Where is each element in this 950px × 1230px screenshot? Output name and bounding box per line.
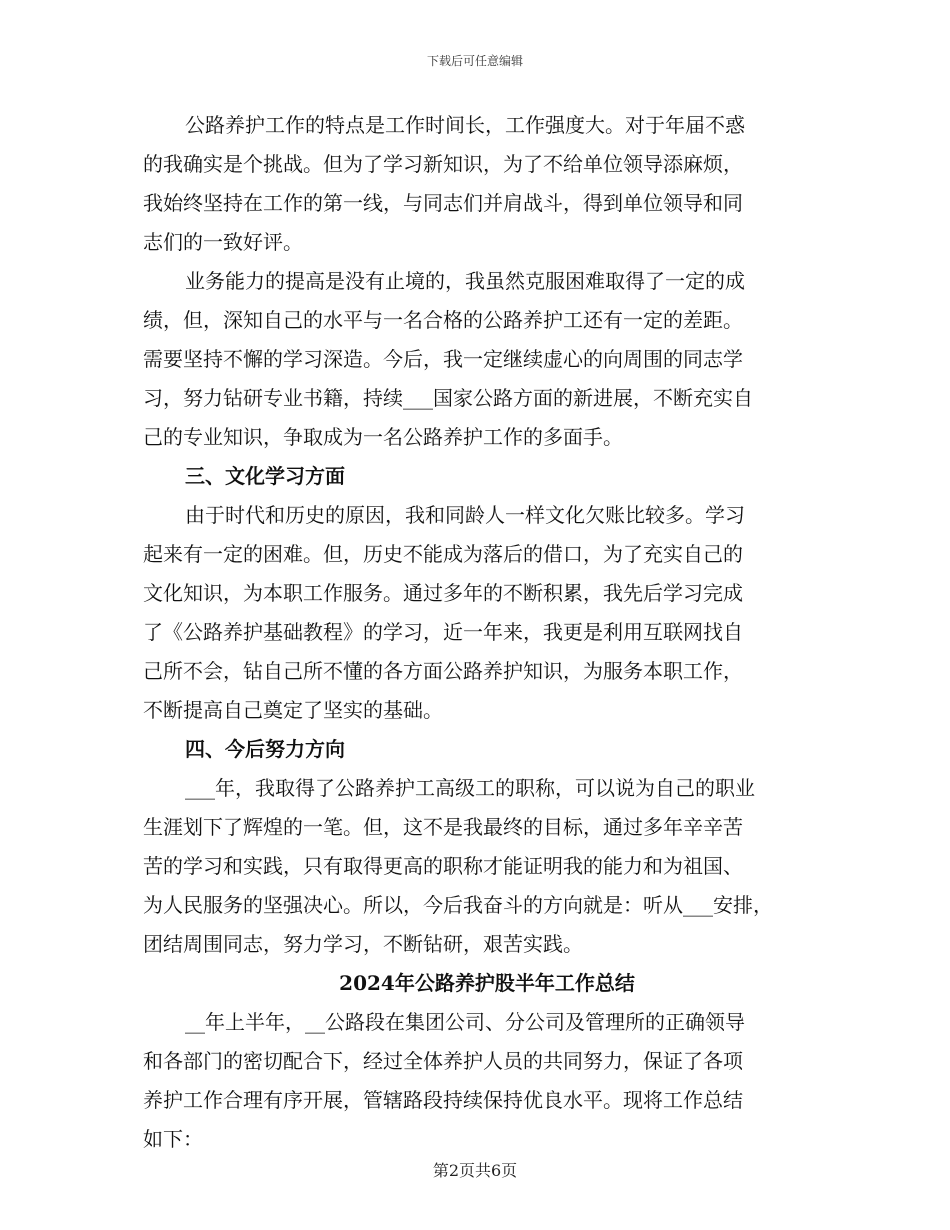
document-body	[143, 106, 811, 1159]
paragraph-line: 己的专业知识，争取成为一名公路养护工作的多面手。	[143, 425, 623, 449]
paragraph-line: 团结周围同志，努力学习，不断钻研，艰苦实践。	[143, 932, 583, 956]
document-title: 2024年公路养护股半年工作总结	[339, 971, 635, 995]
paragraph-line: 和各部门的密切配合下，经过全体养护人员的共同努力，保证了各项	[143, 1049, 743, 1073]
paragraph-line: 文化知识，为本职工作服务。通过多年的不断积累，我先后学习完成	[143, 581, 743, 605]
section-heading-culture-study: 三、文化学习方面	[185, 464, 345, 488]
paragraph-line: 如下：	[143, 1127, 203, 1151]
paragraph-line: 养护工作合理有序开展，管辖路段持续保持优良水平。现将工作总结	[143, 1088, 743, 1112]
paragraph-line: 需要坚持不懈的学习深造。今后，我一定继续虚心的向周围的同志学	[143, 347, 743, 371]
paragraph-line: 公路养护工作的特点是工作时间长，工作强度大。对于年届不惑	[185, 113, 745, 137]
paragraph-line: 习，努力钻研专业书籍，持续___国家公路方面的新进展，不断充实自	[143, 386, 753, 410]
paragraph-line: ___年，我取得了公路养护工高级工的职称，可以说为自己的职业	[185, 776, 755, 800]
paragraph-line: 了《公路养护基础教程》的学习，近一年来，我更是利用互联网找自	[143, 620, 743, 644]
paragraph-line: 志们的一致好评。	[143, 230, 303, 254]
page-number-footer: 第2页共6页	[432, 1161, 518, 1180]
paragraph-line: 起来有一定的困难。但，历史不能成为落后的借口，为了充实自己的	[143, 542, 743, 566]
paragraph-line: 由于时代和历史的原因，我和同龄人一样文化欠账比较多。学习	[185, 503, 745, 527]
paragraph-line: __年上半年，__公路段在集团公司、分公司及管理所的正确领导	[185, 1010, 745, 1034]
paragraph-line: 为人民服务的坚强决心。所以，今后我奋斗的方向就是：听从___安排，	[143, 893, 773, 917]
paragraph-line: 我始终坚持在工作的第一线，与同志们并肩战斗，得到单位领导和同	[143, 191, 743, 215]
page-header: 下载后可任意编辑	[426, 54, 523, 68]
paragraph-line: 业务能力的提高是没有止境的，我虽然克服困难取得了一定的成	[185, 269, 745, 293]
paragraph-line: 己所不会，钻自己所不懂的各方面公路养护知识，为服务本职工作，	[143, 659, 743, 683]
paragraph-line: 生涯划下了辉煌的一笔。但，这不是我最终的目标，通过多年辛辛苦	[143, 815, 743, 839]
section-heading-future-direction: 四、今后努力方向	[185, 737, 345, 761]
paragraph-line: 苦的学习和实践，只有取得更高的职称才能证明我的能力和为祖国、	[143, 854, 743, 878]
paragraph-line: 的我确实是个挑战。但为了学习新知识，为了不给单位领导添麻烦，	[143, 152, 743, 176]
paragraph-line: 不断提高自己奠定了坚实的基础。	[143, 698, 443, 722]
paragraph-line: 绩，但，深知自己的水平与一名合格的公路养护工还有一定的差距。	[143, 308, 743, 332]
